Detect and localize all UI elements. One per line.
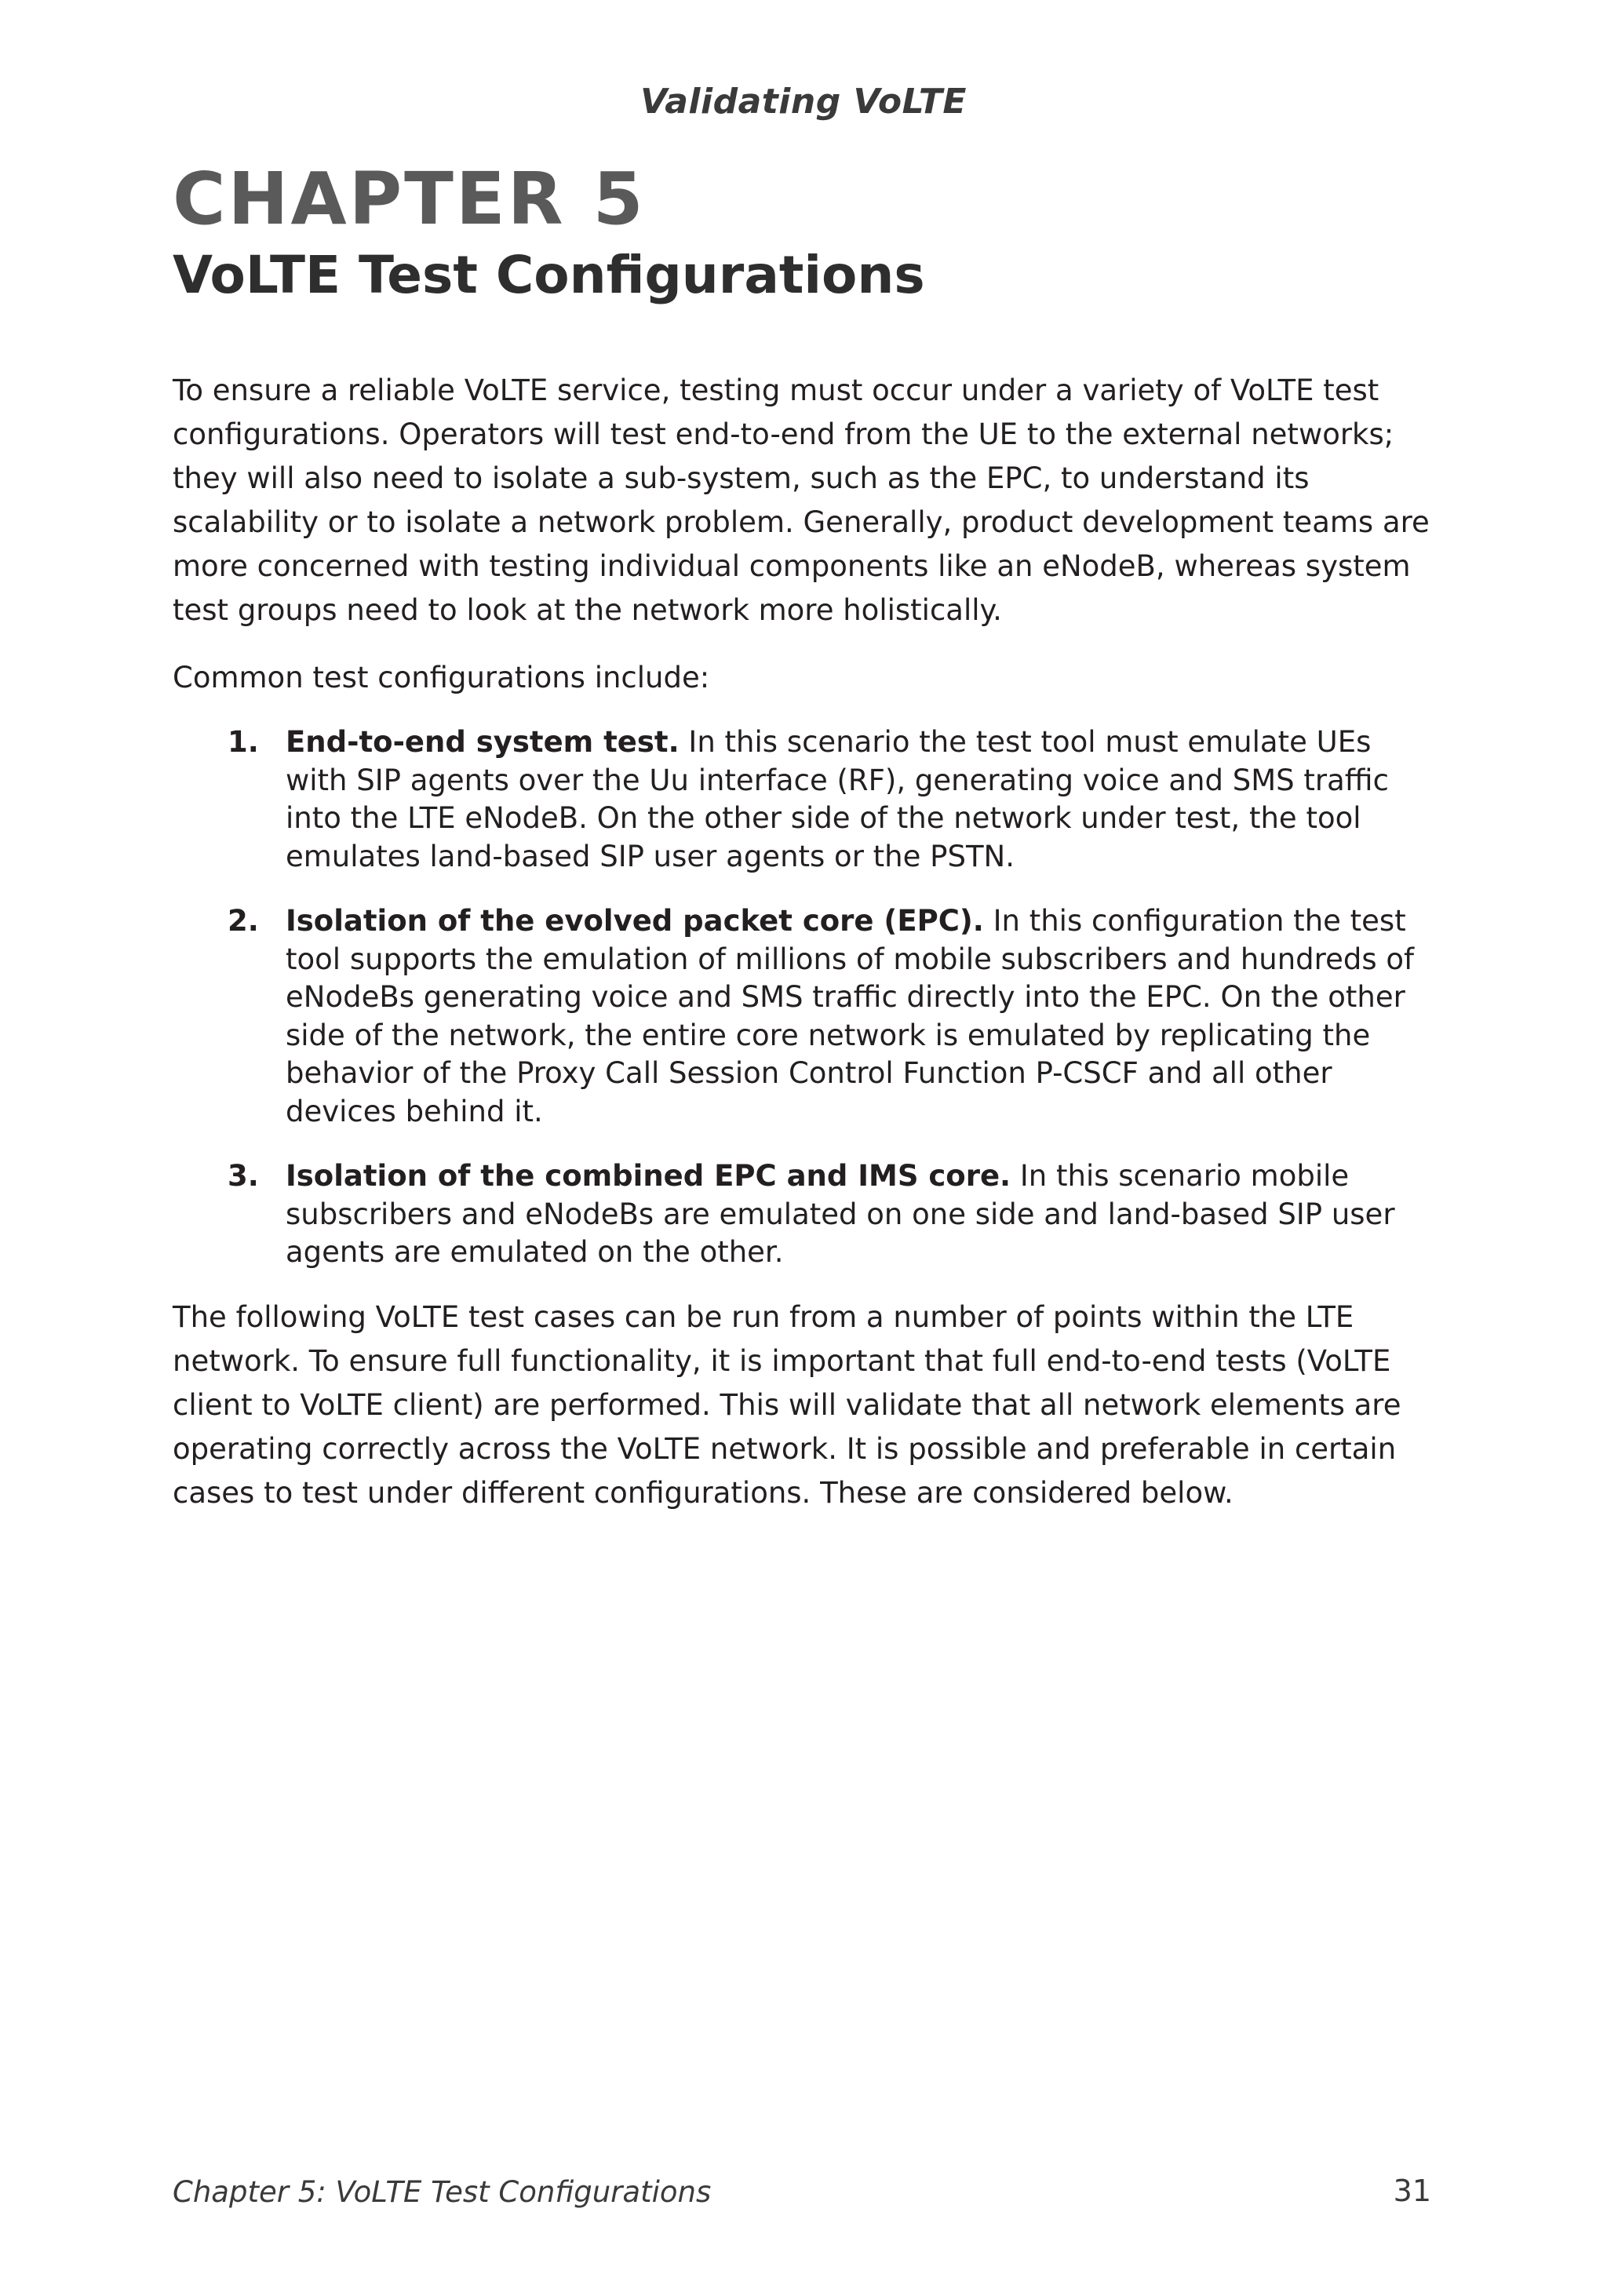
list-lead-paragraph: Common test configurations include: <box>173 661 710 694</box>
chapter-title: VoLTE Test Configurations <box>173 245 925 305</box>
list-item-number: 2. <box>228 904 259 938</box>
list-item-text: In this scenario the test tool must emulate UEs with SIP agents over the Uu interface (RF), generating voice and SMS traffic into the LTE eNodeB. On the other side of the network under test, the tool emulates land-based SIP user agents or the PSTN. <box>286 725 1389 873</box>
configuration-list <box>173 723 1436 1272</box>
list-item-text: In this scenario mobile subscribers and eNodeBs are emulated on one side and land-based SIP user agents are emulated on the other. <box>286 1159 1395 1269</box>
intro-paragraph: To ensure a reliable VoLTE service, testing must occur under a variety of VoLTE test configurations. Operators will test end-to-end from the UE to the external networks; they will also need to isolate a sub-system, such as the EPC, to understand its scalability or to isolate a network problem. Generally, product development teams are more concerned with testing individual components like an eNodeB, whereas system test groups need to look at the network more holistically. <box>173 374 1430 627</box>
list-item-lead: Isolation of the combined EPC and IMS core. <box>286 1159 1011 1193</box>
page-content <box>173 369 1436 1515</box>
list-item-text: In this configuration the test tool supports the emulation of millions of mobile subscribers and hundreds of eNodeBs generating voice and SMS traffic directly into the EPC. On the other side of the network, the entire core network is emulated by replicating the behavior of the Proxy Call Session Control Function P-CSCF and all other devices behind it. <box>286 904 1415 1128</box>
running-header: Validating VoLTE <box>640 82 967 122</box>
list-item-number: 3. <box>228 1159 259 1193</box>
list-item <box>228 1157 1436 1272</box>
list-item-lead: End-to-end system test. <box>286 725 680 759</box>
list-item <box>228 902 1436 1131</box>
closing-paragraph: The following VoLTE test cases can be run from a number of points within the LTE network. To ensure full functionality, it is important that full end-to-end tests (VoLTE client to VoLTE client) are performed. This will validate that all network elements are operating correctly across the VoLTE network. It is possible and preferable in certain cases to test under different configurations. These are considered below. <box>173 1299 1401 1510</box>
chapter-label: CHAPTER 5 <box>173 157 646 241</box>
list-item-lead: Isolation of the evolved packet core (EPC). <box>286 904 984 938</box>
page-number: 31 <box>1393 2174 1431 2208</box>
footer-chapter-reference: Chapter 5: VoLTE Test Configurations <box>173 2175 712 2209</box>
list-item-number: 1. <box>228 725 259 759</box>
list-item <box>228 723 1436 876</box>
